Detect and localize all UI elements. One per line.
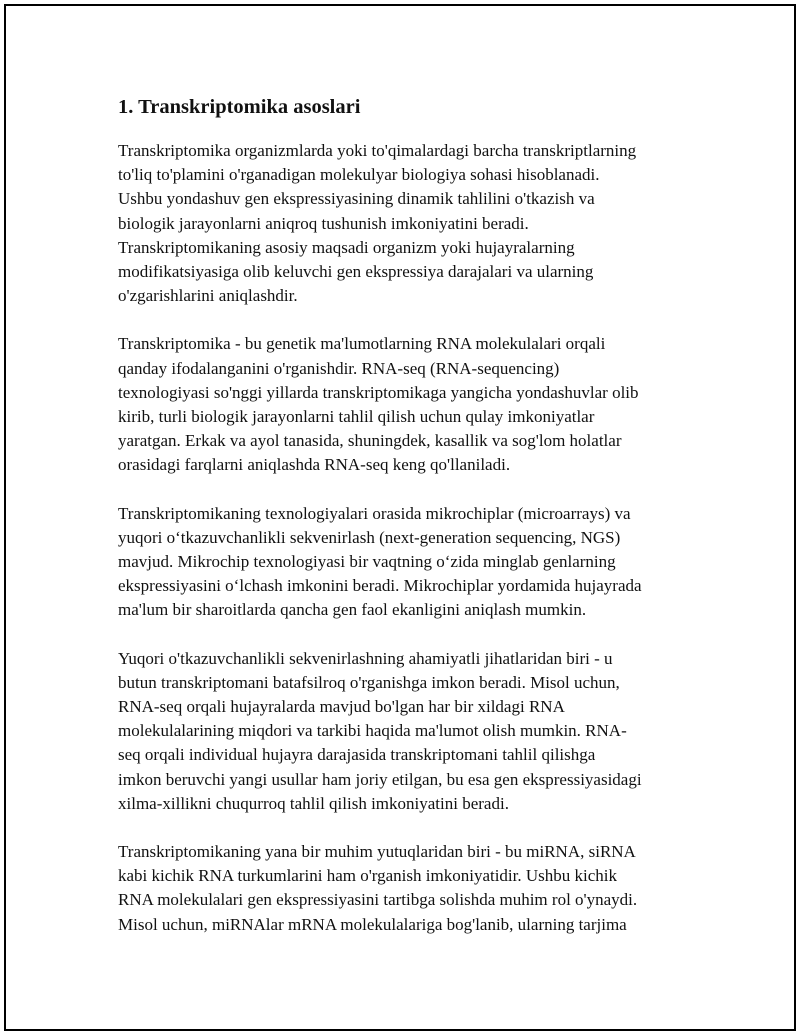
document-body <box>118 94 684 961</box>
paragraph-5: Transkriptomikaning yana bir muhim yutuqlaridan biri - bu miRNA, siRNA kabi kichik RNA turkumlarini ham o'rganish imkoniyatidir. Ushbu kichik RNA molekulalari gen ekspressiyasini tartibga solishda muhim rol o'ynaydi. Misol uchun, miRNAlar mRNA molekulalariga bog'lanib, ularning tarjima <box>118 842 638 934</box>
section-heading: 1. Transkriptomika asoslari <box>118 96 361 118</box>
paragraph-3: Transkriptomikaning texnologiyalari orasida mikrochiplar (microarrays) va yuqori o‘tkazuvchanlikli sekvenirlash (next-generation sequencing, NGS) mavjud. Mikrochip texnologiyasi bir vaqtning o‘zida minglab genlarning ekspressiyasini o‘lchash imkonini beradi. Mikrochiplar yordamida hujayrada ma'lum bir sharoitlarda qancha gen faol ekanligini aniqlash mumkin. <box>118 503 642 620</box>
paragraph-1: Transkriptomika organizmlarda yoki to'qimalardagi barcha transkriptlarning to'liq to'plamini o'rganadigan molekulyar biologiya sohasi hisoblanadi. Ushbu yondashuv gen ekspressiyasining dinamik tahlilini o'tkazish va biologik jarayonlarni aniqroq tushunish imkoniyatini beradi. Transkriptomikaning asosiy maqsadi organizm yoki hujayralarning modifikatsiyasiga olib keluvchi gen ekspressiya darajalari va ularning o'zgarishlarini aniqlashdir. <box>118 141 637 306</box>
paragraph-2: Transkriptomika - bu genetik ma'lumotlarning RNA molekulalari orqali qanday ifodalanganini o'rganishdir. RNA-seq (RNA-sequencing) texnologiyasi so'nggi yillarda transkriptomikaga yangicha yondashuvlar olib kirib, turli biologik jarayonlarni tahlil qilish uchun qulay imkoniyatlar yaratgan. Erkak va ayol tanasida, shuningdek, kasallik va sog'lom holatlar orasidagi farqlarni aniqlashda RNA-seq keng qo'llaniladi. <box>118 334 639 475</box>
paragraph-4: Yuqori o'tkazuvchanlikli sekvenirlashning ahamiyatli jihatlaridan biri - u butun transkriptomani batafsilroq o'rganishga imkon beradi. Misol uchun, RNA-seq orqali hujayralarda mavjud bo'lgan har bir xildagi RNA molekulalarining miqdori va tarkibi haqida ma'lumot olish mumkin. RNA- seq orqali individual hujayra darajasida transkriptomani tahlil qilishga imkon beruvchi yangi usullar ham joriy etilgan, bu esa gen ekspressiyasidagi xilma-xillikni chuqurroq tahlil qilish imkoniyatini beradi. <box>118 648 642 813</box>
